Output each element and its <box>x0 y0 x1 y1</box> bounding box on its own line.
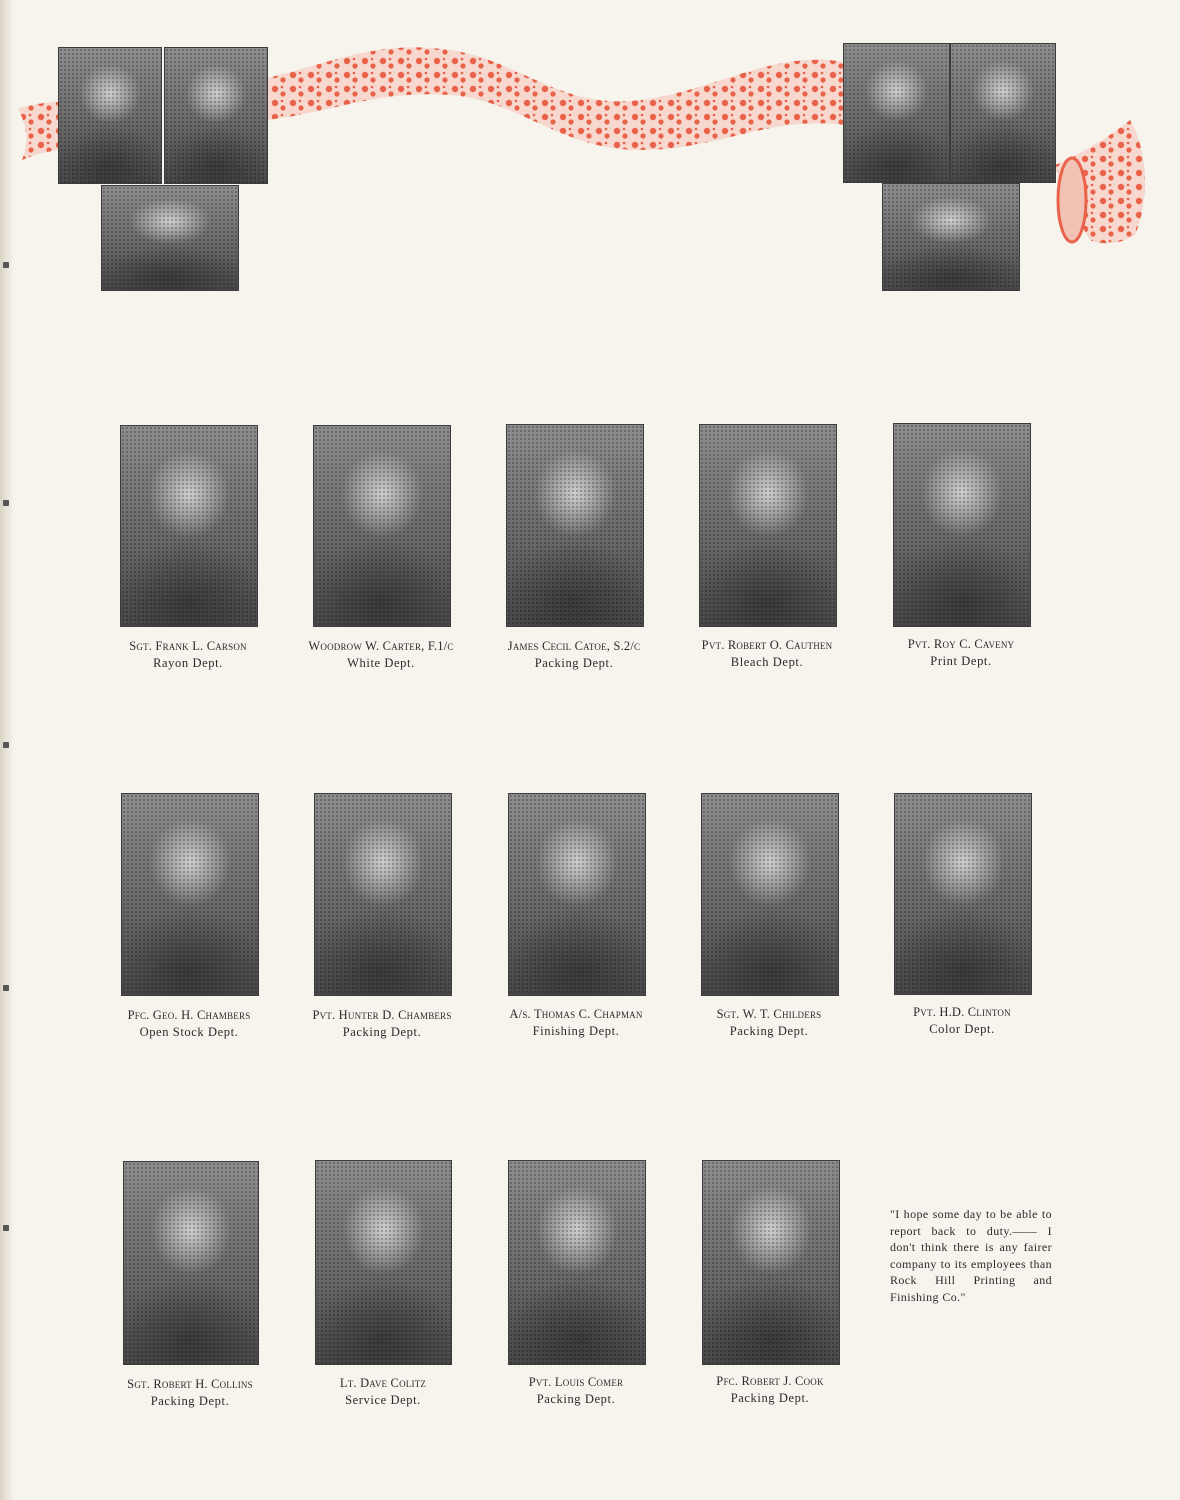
serviceman-caption <box>476 1374 676 1408</box>
serviceman-name: A/s. Thomas C. Chapman <box>509 1007 643 1021</box>
serviceman-name: Sgt. Robert H. Collins <box>127 1377 253 1391</box>
serviceman-caption <box>476 1006 676 1040</box>
serviceman-dept: Bleach Dept. <box>730 655 804 669</box>
serviceman-portrait <box>894 793 1032 995</box>
serviceman-dept: Packing Dept. <box>534 656 614 670</box>
serviceman-dept: Finishing Dept. <box>532 1024 620 1038</box>
serviceman-portrait <box>702 1160 840 1365</box>
serviceman-portrait <box>123 1161 259 1365</box>
serviceman-name: Sgt. W. T. Childers <box>716 1007 822 1021</box>
serviceman-name: Woodrow W. Carter, F.1/c <box>308 639 454 653</box>
serviceman-name: Pvt. Louis Comer <box>528 1375 624 1389</box>
serviceman-dept: Rayon Dept. <box>153 656 223 670</box>
header-portrait-photo <box>950 43 1056 183</box>
serviceman-portrait <box>508 793 646 996</box>
serviceman-caption <box>474 638 674 672</box>
serviceman-portrait <box>508 1160 646 1365</box>
header-machinery-photo <box>882 183 1020 291</box>
serviceman-portrait <box>699 424 837 627</box>
serviceman-portrait <box>893 423 1031 627</box>
serviceman-caption <box>90 1376 290 1410</box>
serviceman-dept: Packing Dept. <box>150 1394 230 1408</box>
serviceman-name: Sgt. Frank L. Carson <box>129 639 247 653</box>
serviceman-caption <box>861 636 1061 670</box>
ribbon-middle <box>268 47 845 150</box>
serviceman-dept: Packing Dept. <box>730 1391 810 1405</box>
header-portrait-photo <box>843 43 950 183</box>
header-portrait-photo <box>164 47 268 184</box>
serviceman-name: Lt. Dave Colitz <box>339 1376 427 1390</box>
serviceman-dept: Packing Dept. <box>536 1392 616 1406</box>
serviceman-caption <box>89 1007 289 1041</box>
serviceman-name: Pvt. H.D. Clinton <box>913 1005 1011 1019</box>
ribbon-roll-end <box>1058 158 1086 242</box>
serviceman-caption <box>862 1004 1062 1038</box>
serviceman-portrait <box>701 793 839 996</box>
serviceman-dept: Print Dept. <box>930 654 992 668</box>
serviceman-name: Pvt. Roy C. Caveny <box>907 637 1015 651</box>
serviceman-dept: Color Dept. <box>929 1022 995 1036</box>
serviceman-caption <box>283 1375 483 1409</box>
serviceman-caption <box>282 1007 482 1041</box>
serviceman-portrait <box>314 793 452 996</box>
binding-mark <box>3 500 9 506</box>
serviceman-dept: Open Stock Dept. <box>139 1025 239 1039</box>
binding-mark <box>3 985 9 991</box>
serviceman-caption <box>88 638 288 672</box>
serviceman-name: James Cecil Catoe, S.2/c <box>507 639 641 653</box>
serviceman-portrait <box>313 425 451 627</box>
header-portrait-photo <box>58 47 162 184</box>
serviceman-name: Pvt. Hunter D. Chambers <box>312 1008 452 1022</box>
serviceman-caption <box>669 1006 869 1040</box>
serviceman-portrait <box>506 424 644 627</box>
serviceman-caption <box>667 637 867 671</box>
binding-mark <box>3 1225 9 1231</box>
header-machinery-photo <box>101 185 239 291</box>
serviceman-name: Pfc. Robert J. Cook <box>716 1374 824 1388</box>
serviceman-caption <box>281 638 481 672</box>
serviceman-name: Pvt. Robert O. Cauthen <box>701 638 833 652</box>
serviceman-name: Pfc. Geo. H. Chambers <box>127 1008 251 1022</box>
serviceman-quote: "I hope some day to be able to report back to duty.—— I don't think there is any fairer company to its employees than Rock Hill Printing and Finishing Co." <box>890 1207 1052 1304</box>
serviceman-dept: Packing Dept. <box>729 1024 809 1038</box>
serviceman-caption <box>670 1373 870 1407</box>
serviceman-portrait <box>315 1160 452 1365</box>
serviceman-portrait <box>120 425 258 627</box>
serviceman-portrait <box>121 793 259 996</box>
serviceman-dept: White Dept. <box>347 656 415 670</box>
serviceman-dept: Packing Dept. <box>342 1025 422 1039</box>
serviceman-dept: Service Dept. <box>345 1393 421 1407</box>
binding-mark <box>3 742 9 748</box>
